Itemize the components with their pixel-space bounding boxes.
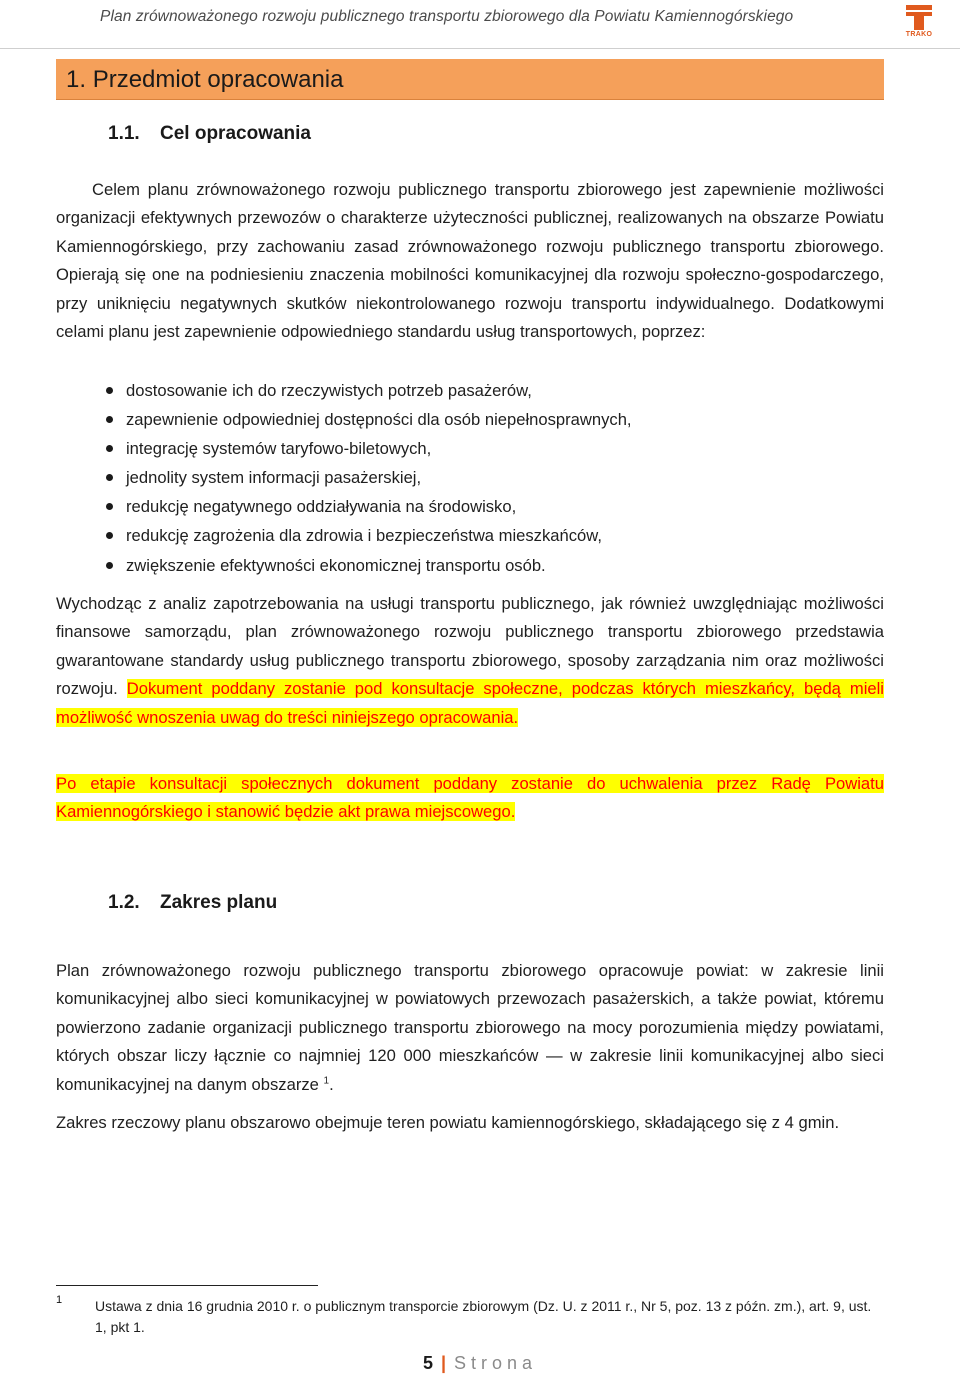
page-label: Strona [454,1353,538,1373]
area-text: Zakres rzeczowy planu obszarowo obejmuje teren powiatu kamiennogórskiego, składającego się z 4 gmin. [56,1113,840,1132]
bullet-icon [106,474,113,481]
list-item: jednolity system informacji pasażerskiej, [56,463,884,492]
bullet-icon [106,416,113,423]
bullet-icon [106,387,113,394]
scope-paragraph: Plan zrównoważonego rozwoju publicznego transportu zbiorowego opracowuje powiat: w zakresie linii komunikacyjnej albo sieci komunikacyjnej w powiatowych przewozach pasażerskich, a także powiat, któremu powierzono zadanie organizacji publicznego transportu zbiorowego na mocy porozumienia między powiatami, których obszar liczy łącznie co najmniej 120 000 mieszkańców — w zakresie linii komunikacyjnej albo sieci komunikacyjnej na danym obszarze $^1$. [56,961,884,1094]
adoption-paragraph [56,770,884,827]
subsection-heading-1-2 [108,892,277,914]
section-title: Przedmiot opracowania [92,66,344,93]
list-item: dostosowanie ich do rzeczywistych potrzeb pasażerów, [56,376,884,405]
footnote-divider [56,1285,318,1286]
list-item: integrację systemów taryfowo-biletowych, [56,434,884,463]
subsection-number: 1.1. [108,123,140,144]
highlighted-consultation-note: Dokument poddany zostanie pod konsultacje społeczne, podczas których mieszkańcy, będą mieli możliwość wnoszenia uwag do treści niniejszego opracowania. [56,679,884,727]
highlighted-adoption-note: Po etapie konsultacji społecznych dokument poddany zostanie do uchwalenia przez Radę Powiatu Kamiennogórskiego i stanowić będzie akt prawa miejscowego. [56,774,884,822]
bullet-icon [106,532,113,539]
subsection-title: Cel opracowania [160,123,311,144]
list-item: redukcję zagrożenia dla zdrowia i bezpieczeństwa mieszkańców, [56,521,884,550]
trako-logo [900,3,938,39]
bullet-icon [106,503,113,510]
page-number: 5 [422,1353,433,1373]
area-paragraph [56,1109,884,1137]
footer-separator: | [440,1353,446,1373]
intro-paragraph [56,176,884,346]
list-item: zwiększenie efektywności ekonomicznej transportu osób. [56,551,884,580]
analysis-text: Wychodząc z analiz zapotrzebowania na usługi transportu publicznego, jak również uwzględniając możliwości finansowe samorządu, plan zrównoważonego rozwoju publicznego transportu zbiorowego przedstawia gwarantowane standardy usług publicznego transportu zbiorowego, sposoby zarządzania nim oraz możliwości rozwoju. [56,594,884,699]
bullet-icon [106,445,113,452]
consultation-paragraph [56,590,884,732]
subsection-number: 1.2. [108,892,140,913]
goals-list [56,376,884,580]
header-divider [0,48,960,49]
logo-text: TRAKO [905,31,933,38]
footnote-text: Ustawa z dnia 16 grudnia 2010 r. o publicznym transporcie zbiorowym (Dz. U. z 2011 r., Nr 5, poz. 13 z późn. zm.), art. 9, ust. 1, pkt 1. [95,1298,872,1335]
running-header: Plan zrównoważonego rozwoju publicznego transportu zbiorowego dla Powiatu Kamiennogórskiego [100,8,794,25]
section-heading-bar [56,59,884,100]
list-item: redukcję negatywnego oddziaływania na środowisko, [56,492,884,521]
subsection-title: Zakres planu [160,892,278,913]
trako-logo-icon [900,3,938,31]
list-item: zapewnienie odpowiedniej dostępności dla osób niepełnosprawnych, [56,405,884,434]
subsection-heading-1-1 [108,123,311,145]
page-footer [0,1353,960,1374]
scope-text: Plan zrównoważonego rozwoju publicznego transportu zbiorowego opracowuje powiat: w zakresie linii komunikacyjnej albo sieci komunikacyjnej w powiatowych przewozach pasażerskich, a także powiat, któremu powierzono zadanie organizacji publicznego transportu zbiorowego na mocy porozumienia między powiatami, których obszar liczy łącznie co najmniej 120 000 mieszkańców — w zakresie linii komunikacyjnej albo sieci komunikacyjnej na danym obszarze [56,961,884,1094]
bullet-icon [106,562,113,569]
intro-text: Celem planu zrównoważonego rozwoju publicznego transportu zbiorowego jest zapewnienie możliwości organizacji efektywnych przewozów o charakterze użyteczności publicznej, realizowanych na obszarze Powiatu Kamiennogórskiego, przy zachowaniu zasad zrównoważonego rozwoju publicznego transportu zbiorowego. Opierają się one na podniesieniu znaczenia mobilności komunikacyjnej dla rozwoju społeczno-gospodarczego, przy uniknięciu negatywnych skutków niekontrolowanego rozwoju transportu indywidualnego. Dodatkowymi celami planu jest zapewnienie odpowiedniego standardu usług transportowych, poprzez: [56,180,884,342]
section-heading [66,66,343,94]
section-number: 1. [66,66,87,93]
footnote-number: 1 [56,1294,63,1306]
footnote-reference[interactable]: 1 [323,1075,330,1087]
